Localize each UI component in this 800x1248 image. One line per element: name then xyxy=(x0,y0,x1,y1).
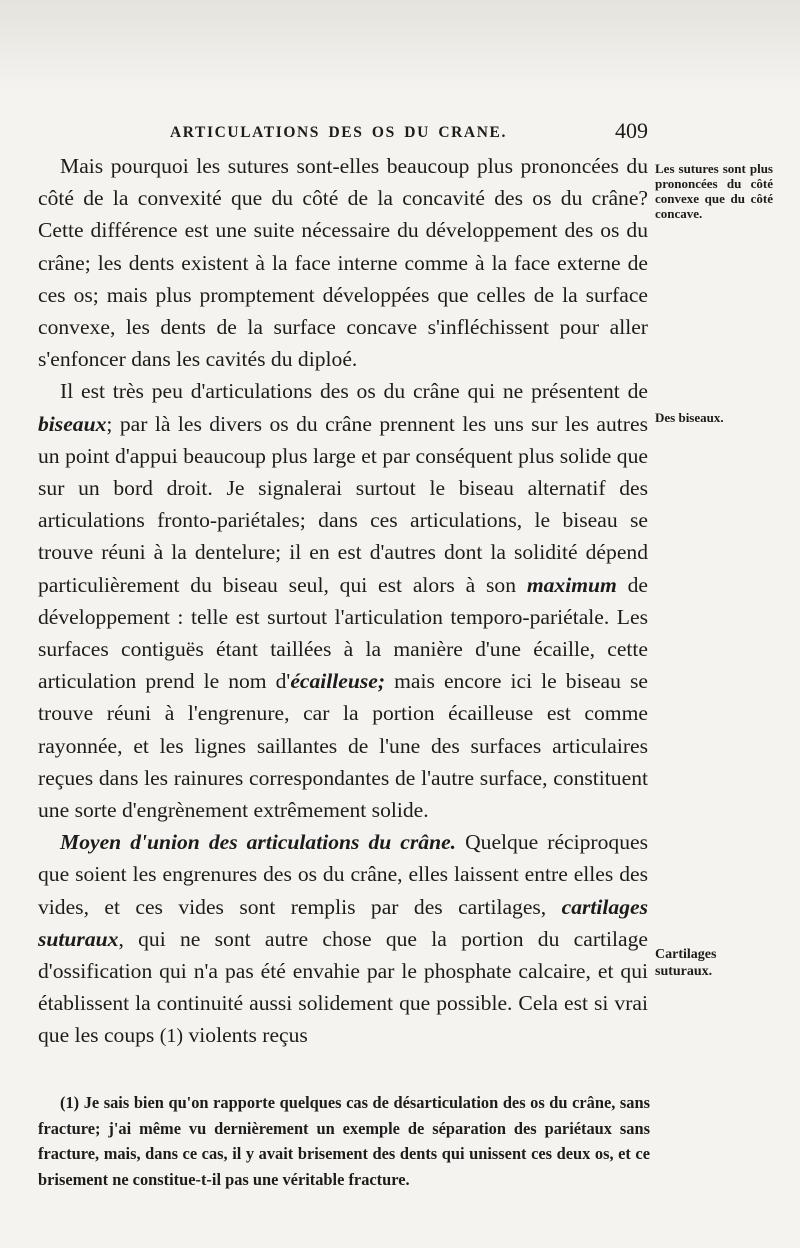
term-maximum: maximum xyxy=(526,572,617,597)
footnote-text: (1) Je sais bien qu'on rapporte quelques cas de désarticulation des os du crâne, sans fracture; j'ai même vu dernièrement un exemple de séparation des pariétaux sans fracture, mais, dans ce cas, il y avait brisement des dents qui unissent ces deux os, et ce brisement ne constitue-t-il pas une véritable fracture. xyxy=(38,1093,650,1189)
page-edge-shadow xyxy=(0,0,800,90)
text-run: , qui ne sont autre chose que la portion du cartilage d'ossification qui n'a pas été envahie par le phosphate calcaire, et qui établissent la continuité aussi solidement que possible. Cela est si vrai que les coups xyxy=(38,926,648,1048)
text-run: ; par là les divers os du crâne prennent les uns sur les autres un point d'appui beaucoup plus large et par conséquent plus solide que sur un bord droit. Je signalerai surtout le biseau alternatif des articulations fronto-pariétales; dans ces articulations, le biseau se trouve réuni à la dentelure; il en est d'autres dont la solidité dépend particulièrement du biseau seul, qui est alors à son xyxy=(38,411,648,597)
margin-note-sutures: Les sutures sont plus prononcées du côté convexe que du côté concave. xyxy=(655,161,773,221)
term-biseaux: biseaux xyxy=(38,411,107,436)
text-run: mais encore ici le biseau se trouve réuni à l'engrenure, car la portion écailleuse est comme rayonnée, et les lignes saillantes de l'une des surfaces articulaires reçues dans les rainures correspondantes de l'autre surface, constituent une sorte d'engrènement extrêmement solide. xyxy=(38,669,648,823)
section-heading-inline: Moyen d'union des articulations du crâne. xyxy=(60,830,457,855)
margin-note-cartilages: Cartilages suturaux. xyxy=(655,947,717,979)
page-header xyxy=(170,118,648,148)
footnote-reference[interactable]: (1) xyxy=(159,1025,184,1048)
page-number: 409 xyxy=(615,118,648,143)
term-ecailleuse: écailleuse; xyxy=(290,669,386,694)
main-text xyxy=(38,150,648,1053)
text-run: Quelque réciproques que soient les engrenures des os du crâne, elles laissent entre elles des vides, et ces vides sont remplis par des cartilages, xyxy=(38,830,648,919)
term-cartilages-suturaux: cartilages suturaux xyxy=(38,894,648,951)
paragraph-sutures: Mais pourquoi les sutures sont-elles beaucoup plus prononcées du côté de la convexité que du côté de la concavité des os du crâne? Cette différence est une suite nécessaire du développement des os du crâne; les dents existent à la face interne comme à la face externe de ces os; mais plus promptement développées que celles de la surface convexe, les dents de la surface concave s'infléchissent pour aller s'enfoncer dans les cavités du diploé. xyxy=(38,154,648,372)
text-run: violents reçus xyxy=(183,1023,308,1048)
text-run: de développement : telle est surtout l'articulation temporo-pariétale. Les surfaces contiguës étant taillées à la manière d'une écaille, cette articulation prend le nom d' xyxy=(38,572,648,694)
paragraph-moyen-union xyxy=(38,826,648,1052)
footnote xyxy=(38,1090,650,1192)
running-head: ARTICULATIONS DES OS DU CRANE. xyxy=(170,124,507,141)
text-run: Il est très peu d'articulations des os du crâne qui ne présentent de xyxy=(60,379,648,404)
paragraph-biseaux xyxy=(38,375,648,826)
margin-note-biseaux: Des biseaux. xyxy=(655,410,724,425)
